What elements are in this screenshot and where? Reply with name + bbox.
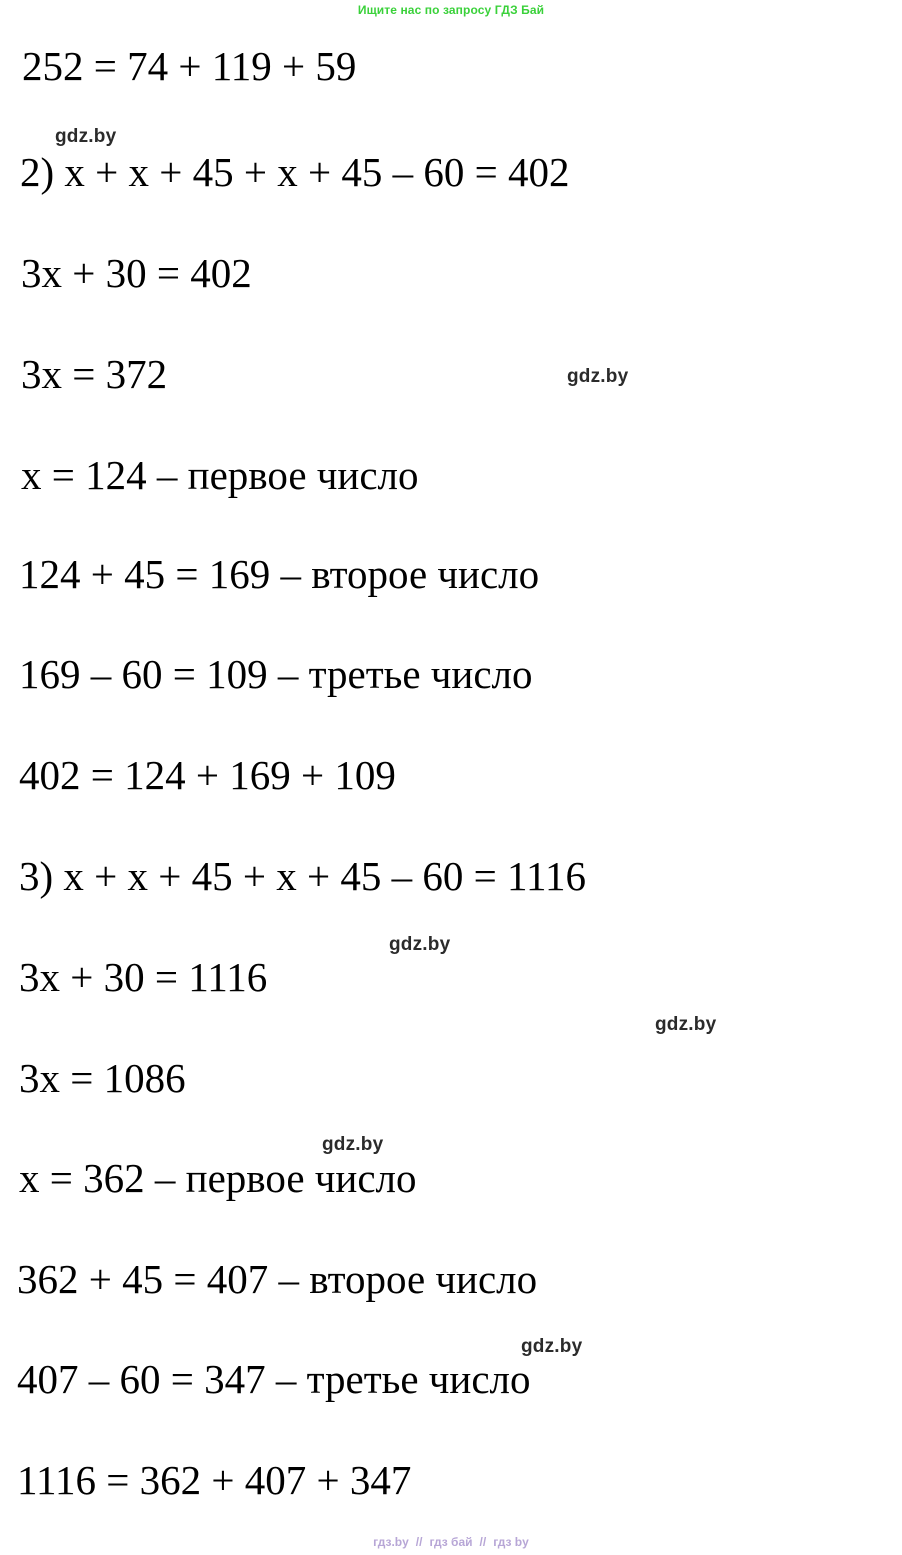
watermark: gdz.by (521, 1336, 583, 1357)
solution-line: 3) х + х + 45 + х + 45 – 60 = 1116 (19, 853, 586, 899)
solution-line: 3х + 30 = 402 (21, 250, 252, 296)
solution-line: 402 = 124 + 169 + 109 (19, 752, 396, 798)
watermark: gdz.by (322, 1134, 384, 1155)
bottom-banner-separator-1: // (415, 1535, 423, 1549)
bottom-promo-banner (0, 1535, 902, 1549)
watermark: gdz.by (655, 1014, 717, 1035)
solution-line: 3х + 30 = 1116 (19, 954, 268, 1000)
bottom-banner-part-2: гдз бай (429, 1535, 473, 1549)
bottom-banner-separator-2: // (479, 1535, 487, 1549)
solution-line: 1116 = 362 + 407 + 347 (17, 1457, 412, 1503)
solution-line: х = 362 – первое число (19, 1155, 417, 1201)
solution-line: 407 – 60 = 347 – третье число (17, 1356, 531, 1402)
solution-line: 169 – 60 = 109 – третье число (19, 651, 533, 697)
solution-line: 124 + 45 = 169 – второе число (19, 551, 540, 597)
solution-line: 362 + 45 = 407 – второе число (17, 1256, 538, 1302)
solution-line: 3х = 372 (21, 351, 168, 397)
watermark: gdz.by (567, 366, 629, 387)
solution-line: 3х = 1086 (19, 1055, 186, 1101)
top-promo-banner: Ищите нас по запросу ГДЗ Бай (357, 3, 545, 17)
bottom-banner-part-1: гдз.by (373, 1535, 409, 1549)
bottom-banner-part-3: гдз by (493, 1535, 529, 1549)
solution-line: 2) х + х + 45 + х + 45 – 60 = 402 (20, 149, 570, 195)
watermark: gdz.by (55, 126, 117, 147)
solution-line: х = 124 – первое число (21, 452, 419, 498)
watermark: gdz.by (389, 934, 451, 955)
solution-line: 252 = 74 + 119 + 59 (22, 43, 357, 89)
